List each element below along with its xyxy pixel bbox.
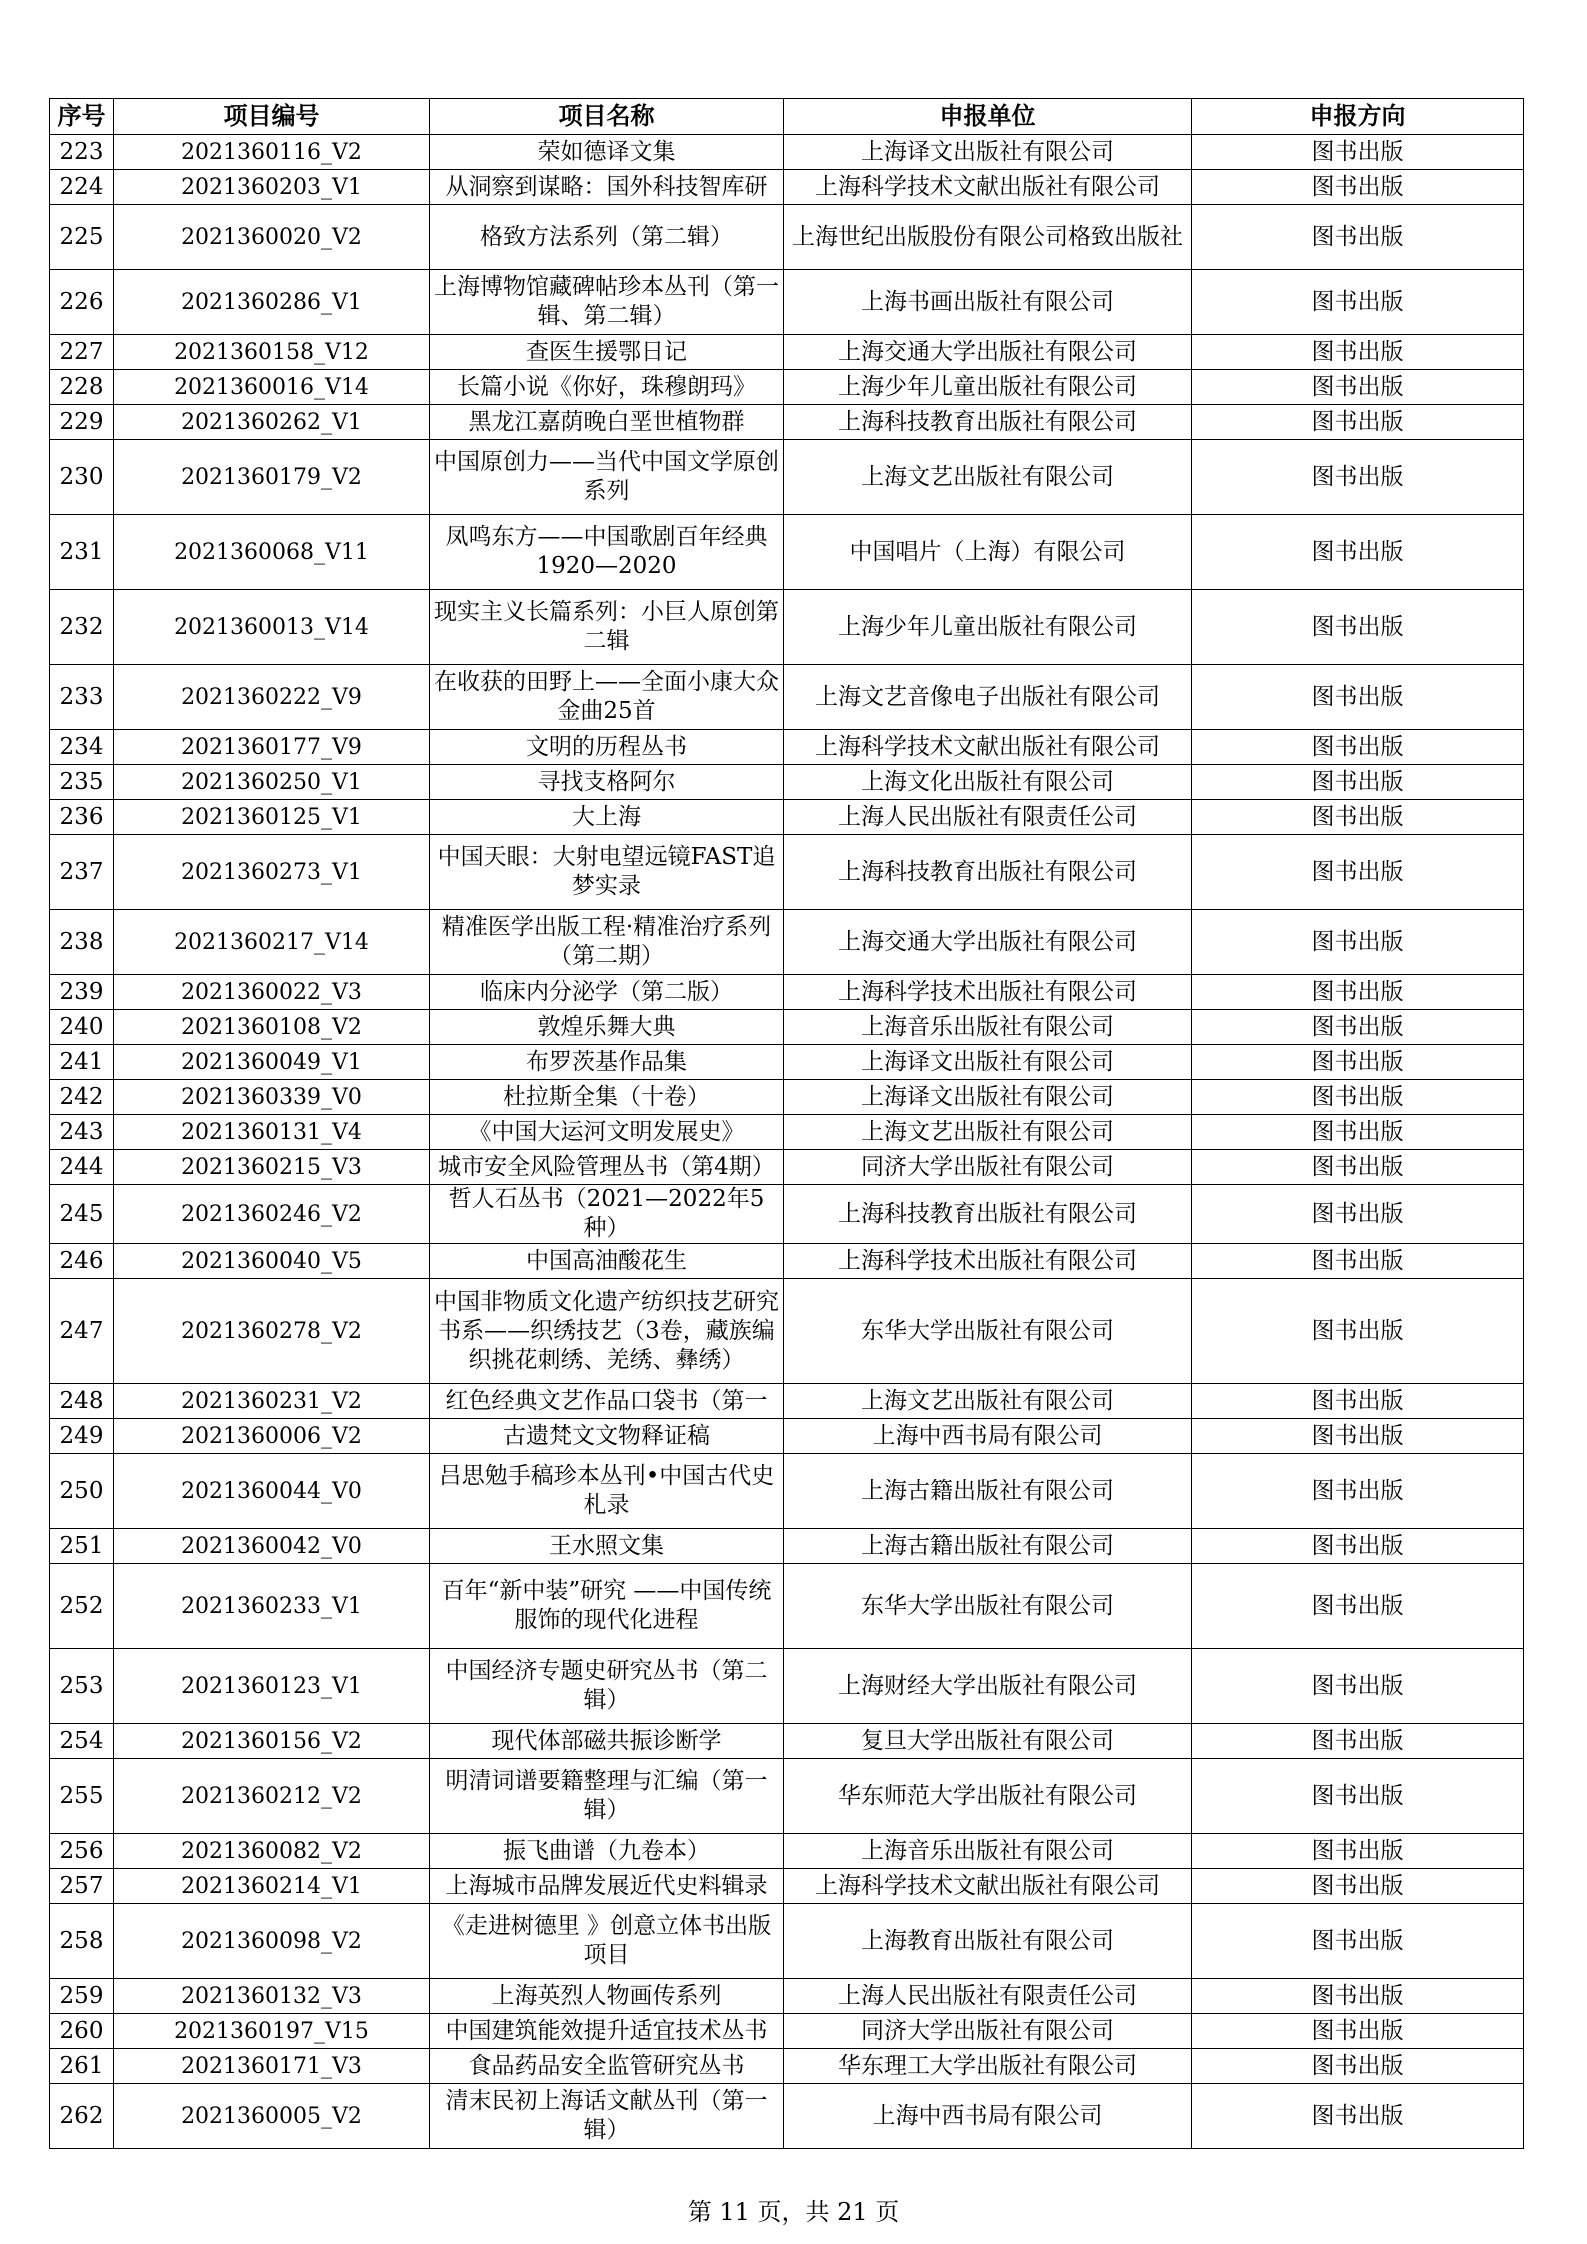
project-name-cell: 黑龙江嘉荫晚白垩世植物群 bbox=[430, 405, 784, 440]
serial-number-cell: 248 bbox=[50, 1384, 114, 1419]
serial-number-cell: 247 bbox=[50, 1279, 114, 1384]
table-row bbox=[50, 835, 1524, 910]
project-code-cell: 2021360179_V2 bbox=[114, 440, 430, 515]
project-name-cell: 《走进树德里 》创意立体书出版项目 bbox=[430, 1904, 784, 1979]
applicant-unit-cell: 上海译文出版社有限公司 bbox=[784, 1080, 1192, 1115]
project-name-cell: 明清词谱要籍整理与汇编（第一辑） bbox=[430, 1759, 784, 1834]
project-name-cell: 格致方法系列（第二辑） bbox=[430, 205, 784, 270]
project-code-cell: 2021360158_V12 bbox=[114, 335, 430, 370]
serial-number-cell: 249 bbox=[50, 1419, 114, 1454]
header-row bbox=[50, 99, 1524, 135]
project-code-cell: 2021360022_V3 bbox=[114, 975, 430, 1010]
header-applicant-unit: 申报单位 bbox=[784, 99, 1192, 135]
applicant-unit-cell: 上海文艺出版社有限公司 bbox=[784, 1384, 1192, 1419]
applicant-unit-cell: 上海财经大学出版社有限公司 bbox=[784, 1649, 1192, 1724]
serial-number-cell: 237 bbox=[50, 835, 114, 910]
serial-number-cell: 234 bbox=[50, 730, 114, 765]
category-cell: 图书出版 bbox=[1192, 1649, 1524, 1724]
applicant-unit-cell: 上海译文出版社有限公司 bbox=[784, 135, 1192, 170]
project-code-cell: 2021360125_V1 bbox=[114, 800, 430, 835]
project-code-cell: 2021360222_V9 bbox=[114, 665, 430, 730]
table-row bbox=[50, 2049, 1524, 2084]
category-cell: 图书出版 bbox=[1192, 975, 1524, 1010]
category-cell: 图书出版 bbox=[1192, 1279, 1524, 1384]
serial-number-cell: 231 bbox=[50, 515, 114, 590]
table-row bbox=[50, 205, 1524, 270]
applicant-unit-cell: 上海文艺出版社有限公司 bbox=[784, 440, 1192, 515]
applicant-unit-cell: 上海音乐出版社有限公司 bbox=[784, 1834, 1192, 1869]
header-project-name: 项目名称 bbox=[430, 99, 784, 135]
project-name-cell: 精准医学出版工程·精准治疗系列（第二期） bbox=[430, 910, 784, 975]
project-name-cell: 哲人石丛书（2021—2022年5种） bbox=[430, 1185, 784, 1244]
project-code-cell: 2021360214_V1 bbox=[114, 1869, 430, 1904]
project-name-cell: 吕思勉手稿珍本丛刊•中国古代史札录 bbox=[430, 1454, 784, 1529]
project-code-cell: 2021360212_V2 bbox=[114, 1759, 430, 1834]
table-row bbox=[50, 1080, 1524, 1115]
applicant-unit-cell: 上海科技教育出版社有限公司 bbox=[784, 1185, 1192, 1244]
table-row bbox=[50, 1759, 1524, 1834]
applicant-unit-cell: 同济大学出版社有限公司 bbox=[784, 1150, 1192, 1185]
project-name-cell: 查医生援鄂日记 bbox=[430, 335, 784, 370]
applicant-unit-cell: 上海少年儿童出版社有限公司 bbox=[784, 370, 1192, 405]
serial-number-cell: 259 bbox=[50, 1979, 114, 2014]
serial-number-cell: 257 bbox=[50, 1869, 114, 1904]
category-cell: 图书出版 bbox=[1192, 1529, 1524, 1564]
serial-number-cell: 261 bbox=[50, 2049, 114, 2084]
project-name-cell: 中国建筑能效提升适宜技术丛书 bbox=[430, 2014, 784, 2049]
applicant-unit-cell: 上海交通大学出版社有限公司 bbox=[784, 335, 1192, 370]
project-code-cell: 2021360020_V2 bbox=[114, 205, 430, 270]
serial-number-cell: 233 bbox=[50, 665, 114, 730]
serial-number-cell: 250 bbox=[50, 1454, 114, 1529]
project-name-cell: 上海博物馆藏碑帖珍本丛刊（第一辑、第二辑） bbox=[430, 270, 784, 335]
category-cell: 图书出版 bbox=[1192, 1834, 1524, 1869]
category-cell: 图书出版 bbox=[1192, 2014, 1524, 2049]
serial-number-cell: 245 bbox=[50, 1185, 114, 1244]
applicant-unit-cell: 上海科技教育出版社有限公司 bbox=[784, 405, 1192, 440]
table-row bbox=[50, 135, 1524, 170]
category-cell: 图书出版 bbox=[1192, 835, 1524, 910]
category-cell: 图书出版 bbox=[1192, 1979, 1524, 2014]
project-name-cell: 《中国大运河文明发展史》 bbox=[430, 1115, 784, 1150]
applicant-unit-cell: 上海科技教育出版社有限公司 bbox=[784, 835, 1192, 910]
serial-number-cell: 238 bbox=[50, 910, 114, 975]
applicant-unit-cell: 上海人民出版社有限责任公司 bbox=[784, 1979, 1192, 2014]
category-cell: 图书出版 bbox=[1192, 135, 1524, 170]
table-row bbox=[50, 1454, 1524, 1529]
project-name-cell: 在收获的田野上——全面小康大众金曲25首 bbox=[430, 665, 784, 730]
project-code-cell: 2021360068_V11 bbox=[114, 515, 430, 590]
project-code-cell: 2021360049_V1 bbox=[114, 1045, 430, 1080]
serial-number-cell: 240 bbox=[50, 1010, 114, 1045]
serial-number-cell: 223 bbox=[50, 135, 114, 170]
category-cell: 图书出版 bbox=[1192, 1045, 1524, 1080]
applicant-unit-cell: 华东师范大学出版社有限公司 bbox=[784, 1759, 1192, 1834]
serial-number-cell: 244 bbox=[50, 1150, 114, 1185]
project-name-cell: 寻找支格阿尔 bbox=[430, 765, 784, 800]
serial-number-cell: 235 bbox=[50, 765, 114, 800]
serial-number-cell: 253 bbox=[50, 1649, 114, 1724]
applicant-unit-cell: 上海音乐出版社有限公司 bbox=[784, 1010, 1192, 1045]
table-row bbox=[50, 1384, 1524, 1419]
project-code-cell: 2021360082_V2 bbox=[114, 1834, 430, 1869]
project-code-cell: 2021360005_V2 bbox=[114, 2084, 430, 2149]
category-cell: 图书出版 bbox=[1192, 730, 1524, 765]
project-code-cell: 2021360171_V3 bbox=[114, 2049, 430, 2084]
category-cell: 图书出版 bbox=[1192, 405, 1524, 440]
category-cell: 图书出版 bbox=[1192, 1724, 1524, 1759]
category-cell: 图书出版 bbox=[1192, 170, 1524, 205]
serial-number-cell: 224 bbox=[50, 170, 114, 205]
table-row bbox=[50, 440, 1524, 515]
category-cell: 图书出版 bbox=[1192, 1419, 1524, 1454]
serial-number-cell: 252 bbox=[50, 1564, 114, 1649]
category-cell: 图书出版 bbox=[1192, 1384, 1524, 1419]
project-name-cell: 上海城市品牌发展近代史料辑录 bbox=[430, 1869, 784, 1904]
project-code-cell: 2021360108_V2 bbox=[114, 1010, 430, 1045]
serial-number-cell: 243 bbox=[50, 1115, 114, 1150]
category-cell: 图书出版 bbox=[1192, 270, 1524, 335]
projects-table bbox=[49, 98, 1524, 2149]
project-code-cell: 2021360013_V14 bbox=[114, 590, 430, 665]
project-code-cell: 2021360233_V1 bbox=[114, 1564, 430, 1649]
table-row bbox=[50, 1724, 1524, 1759]
category-cell: 图书出版 bbox=[1192, 1904, 1524, 1979]
table-row bbox=[50, 1979, 1524, 2014]
table-row bbox=[50, 405, 1524, 440]
category-cell: 图书出版 bbox=[1192, 205, 1524, 270]
table-row bbox=[50, 765, 1524, 800]
category-cell: 图书出版 bbox=[1192, 1185, 1524, 1244]
project-name-cell: 文明的历程丛书 bbox=[430, 730, 784, 765]
project-name-cell: 城市安全风险管理丛书（第4期） bbox=[430, 1150, 784, 1185]
serial-number-cell: 229 bbox=[50, 405, 114, 440]
project-code-cell: 2021360006_V2 bbox=[114, 1419, 430, 1454]
project-name-cell: 中国经济专题史研究丛书（第二辑） bbox=[430, 1649, 784, 1724]
applicant-unit-cell: 上海古籍出版社有限公司 bbox=[784, 1454, 1192, 1529]
header-category: 申报方向 bbox=[1192, 99, 1524, 135]
applicant-unit-cell: 上海人民出版社有限责任公司 bbox=[784, 800, 1192, 835]
project-name-cell: 中国非物质文化遗产纺织技艺研究书系——织绣技艺（3卷，藏族编织挑花刺绣、羌绣、彝绣） bbox=[430, 1279, 784, 1384]
table-row bbox=[50, 1419, 1524, 1454]
serial-number-cell: 256 bbox=[50, 1834, 114, 1869]
project-name-cell: 现代体部磁共振诊断学 bbox=[430, 1724, 784, 1759]
project-name-cell: 王水照文集 bbox=[430, 1529, 784, 1564]
category-cell: 图书出版 bbox=[1192, 335, 1524, 370]
project-name-cell: 上海英烈人物画传系列 bbox=[430, 1979, 784, 2014]
project-code-cell: 2021360231_V2 bbox=[114, 1384, 430, 1419]
project-code-cell: 2021360116_V2 bbox=[114, 135, 430, 170]
table-body bbox=[50, 135, 1524, 2149]
category-cell: 图书出版 bbox=[1192, 1564, 1524, 1649]
serial-number-cell: 232 bbox=[50, 590, 114, 665]
applicant-unit-cell: 上海书画出版社有限公司 bbox=[784, 270, 1192, 335]
applicant-unit-cell: 上海少年儿童出版社有限公司 bbox=[784, 590, 1192, 665]
table-row bbox=[50, 335, 1524, 370]
serial-number-cell: 260 bbox=[50, 2014, 114, 2049]
serial-number-cell: 226 bbox=[50, 270, 114, 335]
project-name-cell: 临床内分泌学（第二版） bbox=[430, 975, 784, 1010]
applicant-unit-cell: 华东理工大学出版社有限公司 bbox=[784, 2049, 1192, 2084]
serial-number-cell: 236 bbox=[50, 800, 114, 835]
category-cell: 图书出版 bbox=[1192, 1010, 1524, 1045]
applicant-unit-cell: 上海古籍出版社有限公司 bbox=[784, 1529, 1192, 1564]
table-row bbox=[50, 370, 1524, 405]
category-cell: 图书出版 bbox=[1192, 765, 1524, 800]
table-row bbox=[50, 665, 1524, 730]
project-name-cell: 中国高油酸花生 bbox=[430, 1244, 784, 1279]
project-name-cell: 清末民初上海话文献丛刊（第一辑） bbox=[430, 2084, 784, 2149]
table-row bbox=[50, 590, 1524, 665]
table-row bbox=[50, 1244, 1524, 1279]
applicant-unit-cell: 上海交通大学出版社有限公司 bbox=[784, 910, 1192, 975]
project-name-cell: 敦煌乐舞大典 bbox=[430, 1010, 784, 1045]
project-code-cell: 2021360278_V2 bbox=[114, 1279, 430, 1384]
project-code-cell: 2021360042_V0 bbox=[114, 1529, 430, 1564]
project-code-cell: 2021360339_V0 bbox=[114, 1080, 430, 1115]
applicant-unit-cell: 上海教育出版社有限公司 bbox=[784, 1904, 1192, 1979]
applicant-unit-cell: 上海科学技术出版社有限公司 bbox=[784, 1244, 1192, 1279]
applicant-unit-cell: 复旦大学出版社有限公司 bbox=[784, 1724, 1192, 1759]
applicant-unit-cell: 上海科学技术出版社有限公司 bbox=[784, 975, 1192, 1010]
project-code-cell: 2021360286_V1 bbox=[114, 270, 430, 335]
table-row bbox=[50, 1529, 1524, 1564]
table-row bbox=[50, 1045, 1524, 1080]
project-name-cell: 中国天眼：大射电望远镜FAST追梦实录 bbox=[430, 835, 784, 910]
category-cell: 图书出版 bbox=[1192, 2049, 1524, 2084]
project-code-cell: 2021360156_V2 bbox=[114, 1724, 430, 1759]
applicant-unit-cell: 上海文化出版社有限公司 bbox=[784, 765, 1192, 800]
serial-number-cell: 241 bbox=[50, 1045, 114, 1080]
project-name-cell: 食品药品安全监管研究丛书 bbox=[430, 2049, 784, 2084]
serial-number-cell: 258 bbox=[50, 1904, 114, 1979]
project-name-cell: 从洞察到谋略：国外科技智库研 bbox=[430, 170, 784, 205]
project-code-cell: 2021360044_V0 bbox=[114, 1454, 430, 1529]
applicant-unit-cell: 上海中西书局有限公司 bbox=[784, 2084, 1192, 2149]
applicant-unit-cell: 东华大学出版社有限公司 bbox=[784, 1564, 1192, 1649]
project-code-cell: 2021360098_V2 bbox=[114, 1904, 430, 1979]
table-row bbox=[50, 1869, 1524, 1904]
category-cell: 图书出版 bbox=[1192, 370, 1524, 405]
project-name-cell: 大上海 bbox=[430, 800, 784, 835]
applicant-unit-cell: 东华大学出版社有限公司 bbox=[784, 1279, 1192, 1384]
page-footer: 第 11 页，共 21 页 bbox=[687, 2198, 900, 2226]
project-name-cell: 振飞曲谱（九卷本） bbox=[430, 1834, 784, 1869]
serial-number-cell: 251 bbox=[50, 1529, 114, 1564]
project-code-cell: 2021360040_V5 bbox=[114, 1244, 430, 1279]
project-name-cell: 古遗梵文文物释证稿 bbox=[430, 1419, 784, 1454]
project-code-cell: 2021360217_V14 bbox=[114, 910, 430, 975]
table-row bbox=[50, 1150, 1524, 1185]
applicant-unit-cell: 同济大学出版社有限公司 bbox=[784, 2014, 1192, 2049]
table-row bbox=[50, 730, 1524, 765]
category-cell: 图书出版 bbox=[1192, 1150, 1524, 1185]
header-serial-number: 序号 bbox=[50, 99, 114, 135]
serial-number-cell: 262 bbox=[50, 2084, 114, 2149]
table-row bbox=[50, 1279, 1524, 1384]
project-name-cell: 荣如德译文集 bbox=[430, 135, 784, 170]
project-code-cell: 2021360123_V1 bbox=[114, 1649, 430, 1724]
category-cell: 图书出版 bbox=[1192, 440, 1524, 515]
category-cell: 图书出版 bbox=[1192, 590, 1524, 665]
serial-number-cell: 228 bbox=[50, 370, 114, 405]
category-cell: 图书出版 bbox=[1192, 1759, 1524, 1834]
table-row bbox=[50, 2084, 1524, 2149]
table-row bbox=[50, 2014, 1524, 2049]
category-cell: 图书出版 bbox=[1192, 2084, 1524, 2149]
project-name-cell: 现实主义长篇系列：小巨人原创第二辑 bbox=[430, 590, 784, 665]
applicant-unit-cell: 上海科学技术文献出版社有限公司 bbox=[784, 730, 1192, 765]
table-row bbox=[50, 910, 1524, 975]
table-row bbox=[50, 1564, 1524, 1649]
project-name-cell: 布罗茨基作品集 bbox=[430, 1045, 784, 1080]
header-project-code: 项目编号 bbox=[114, 99, 430, 135]
table-row bbox=[50, 1185, 1524, 1244]
project-code-cell: 2021360215_V3 bbox=[114, 1150, 430, 1185]
project-name-cell: 中国原创力——当代中国文学原创系列 bbox=[430, 440, 784, 515]
serial-number-cell: 246 bbox=[50, 1244, 114, 1279]
serial-number-cell: 225 bbox=[50, 205, 114, 270]
category-cell: 图书出版 bbox=[1192, 1454, 1524, 1529]
project-name-cell: 长篇小说《你好，珠穆朗玛》 bbox=[430, 370, 784, 405]
serial-number-cell: 242 bbox=[50, 1080, 114, 1115]
category-cell: 图书出版 bbox=[1192, 515, 1524, 590]
table-row bbox=[50, 975, 1524, 1010]
table-row bbox=[50, 1649, 1524, 1724]
project-code-cell: 2021360273_V1 bbox=[114, 835, 430, 910]
category-cell: 图书出版 bbox=[1192, 665, 1524, 730]
category-cell: 图书出版 bbox=[1192, 1244, 1524, 1279]
table-row bbox=[50, 170, 1524, 205]
table-row bbox=[50, 515, 1524, 590]
serial-number-cell: 230 bbox=[50, 440, 114, 515]
project-code-cell: 2021360016_V14 bbox=[114, 370, 430, 405]
applicant-unit-cell: 中国唱片（上海）有限公司 bbox=[784, 515, 1192, 590]
project-code-cell: 2021360246_V2 bbox=[114, 1185, 430, 1244]
project-code-cell: 2021360250_V1 bbox=[114, 765, 430, 800]
category-cell: 图书出版 bbox=[1192, 1115, 1524, 1150]
project-code-cell: 2021360203_V1 bbox=[114, 170, 430, 205]
project-name-cell: 杜拉斯全集（十卷） bbox=[430, 1080, 784, 1115]
category-cell: 图书出版 bbox=[1192, 910, 1524, 975]
applicant-unit-cell: 上海中西书局有限公司 bbox=[784, 1419, 1192, 1454]
applicant-unit-cell: 上海科学技术文献出版社有限公司 bbox=[784, 1869, 1192, 1904]
serial-number-cell: 227 bbox=[50, 335, 114, 370]
applicant-unit-cell: 上海文艺音像电子出版社有限公司 bbox=[784, 665, 1192, 730]
project-code-cell: 2021360131_V4 bbox=[114, 1115, 430, 1150]
applicant-unit-cell: 上海科学技术文献出版社有限公司 bbox=[784, 170, 1192, 205]
applicant-unit-cell: 上海世纪出版股份有限公司格致出版社 bbox=[784, 205, 1192, 270]
applicant-unit-cell: 上海译文出版社有限公司 bbox=[784, 1045, 1192, 1080]
table-row bbox=[50, 1834, 1524, 1869]
serial-number-cell: 239 bbox=[50, 975, 114, 1010]
project-code-cell: 2021360197_V15 bbox=[114, 2014, 430, 2049]
table-row bbox=[50, 1010, 1524, 1045]
applicant-unit-cell: 上海文艺出版社有限公司 bbox=[784, 1115, 1192, 1150]
category-cell: 图书出版 bbox=[1192, 1080, 1524, 1115]
table-row bbox=[50, 270, 1524, 335]
project-code-cell: 2021360177_V9 bbox=[114, 730, 430, 765]
category-cell: 图书出版 bbox=[1192, 800, 1524, 835]
serial-number-cell: 255 bbox=[50, 1759, 114, 1834]
serial-number-cell: 254 bbox=[50, 1724, 114, 1759]
project-name-cell: 百年“新中装”研究 ——中国传统服饰的现代化进程 bbox=[430, 1564, 784, 1649]
table-row bbox=[50, 800, 1524, 835]
category-cell: 图书出版 bbox=[1192, 1869, 1524, 1904]
project-code-cell: 2021360132_V3 bbox=[114, 1979, 430, 2014]
project-name-cell: 凤鸣东方——中国歌剧百年经典1920—2020 bbox=[430, 515, 784, 590]
table-row bbox=[50, 1115, 1524, 1150]
project-name-cell: 红色经典文艺作品口袋书（第一 bbox=[430, 1384, 784, 1419]
table-row bbox=[50, 1904, 1524, 1979]
project-code-cell: 2021360262_V1 bbox=[114, 405, 430, 440]
